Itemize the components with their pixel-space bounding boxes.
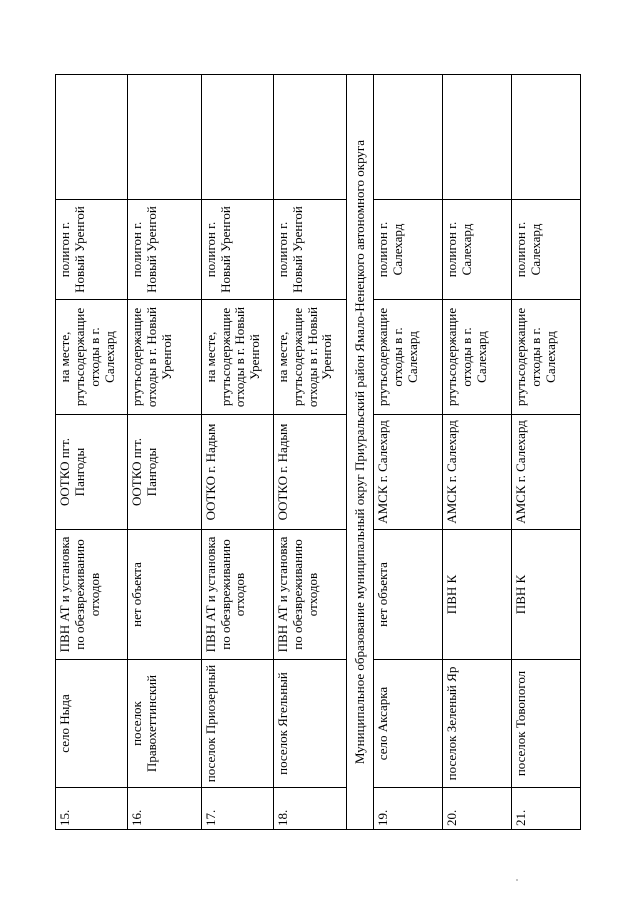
row-number: 16. bbox=[128, 788, 201, 830]
note-cell bbox=[128, 75, 201, 200]
waste-facilities-table bbox=[55, 74, 581, 830]
facility-cell: ПВН АТ и установка по обезвреживанию отходов bbox=[201, 530, 273, 660]
table-row bbox=[201, 75, 273, 830]
landfill-cell: полигон г. Новый Уренгой bbox=[273, 200, 346, 300]
note-cell bbox=[201, 75, 273, 200]
landfill-cell: полигон г. Салехард bbox=[442, 200, 511, 300]
facility-cell: нет объекта bbox=[128, 530, 201, 660]
mercury-waste-cell: на месте, ртутьсодержащие отходы в г. Новый Уренгой bbox=[273, 300, 346, 415]
landfill-cell: полигон г. Новый Уренгой bbox=[128, 200, 201, 300]
settlement-cell: село Ныда bbox=[56, 660, 128, 788]
settlement-cell: поселок Товопогол bbox=[511, 660, 580, 788]
scan-speck bbox=[516, 879, 518, 881]
row-number: 19. bbox=[373, 788, 442, 830]
table-row bbox=[56, 75, 128, 830]
operator-cell: ООТКО пгт. Пангоды bbox=[128, 415, 201, 530]
note-cell bbox=[442, 75, 511, 200]
facility-cell: ПВН К bbox=[442, 530, 511, 660]
mercury-waste-cell: ртутьсодержащие отходы в г. Салехард bbox=[511, 300, 580, 415]
table-row bbox=[442, 75, 511, 830]
row-number: 20. bbox=[442, 788, 511, 830]
table-row bbox=[128, 75, 201, 830]
table-row bbox=[511, 75, 580, 830]
operator-cell: ООТКО г. Надым bbox=[273, 415, 346, 530]
operator-cell: ООТКО пгт. Пангоды bbox=[56, 415, 128, 530]
note-cell bbox=[273, 75, 346, 200]
landfill-cell: полигон г. Салехард bbox=[373, 200, 442, 300]
table-row bbox=[273, 75, 346, 830]
operator-cell: АМСК г. Салехард bbox=[511, 415, 580, 530]
table-row bbox=[373, 75, 442, 830]
settlement-cell: село Аксарка bbox=[373, 660, 442, 788]
mercury-waste-cell: ртутьсодержащие отходы в г. Новый Уренгой bbox=[128, 300, 201, 415]
facility-cell: ПВН АТ и установка по обезвреживанию отходов bbox=[273, 530, 346, 660]
facility-cell: ПВН АТ и установка по обезвреживанию отходов bbox=[56, 530, 128, 660]
note-cell bbox=[373, 75, 442, 200]
settlement-cell: поселок Приозерный bbox=[201, 660, 273, 788]
operator-cell: АМСК г. Салехард bbox=[373, 415, 442, 530]
settlement-cell: поселок Ягельный bbox=[273, 660, 346, 788]
row-number: 15. bbox=[56, 788, 128, 830]
row-number: 17. bbox=[201, 788, 273, 830]
facility-cell: нет объекта bbox=[373, 530, 442, 660]
landfill-cell: полигон г. Новый Уренгой bbox=[56, 200, 128, 300]
mercury-waste-cell: на месте, ртутьсодержащие отходы в г. Новый Уренгой bbox=[201, 300, 273, 415]
settlement-cell: поселок Зеленый Яр bbox=[442, 660, 511, 788]
row-number: 21. bbox=[511, 788, 580, 830]
landfill-cell: полигон г. Новый Уренгой bbox=[201, 200, 273, 300]
mercury-waste-cell: ртутьсодержащие отходы в г. Салехард bbox=[373, 300, 442, 415]
section-title: Муниципальное образование муниципальный округ Приуральский район Ямало-Ненецкого автономного округа bbox=[347, 75, 374, 830]
mercury-waste-cell: на месте, ртутьсодержащие отходы в г. Салехард bbox=[56, 300, 128, 415]
note-cell bbox=[56, 75, 128, 200]
note-cell bbox=[511, 75, 580, 200]
rotated-table-container bbox=[55, 75, 581, 830]
row-number: 18. bbox=[273, 788, 346, 830]
facility-cell: ПВН К bbox=[511, 530, 580, 660]
operator-cell: АМСК г. Салехард bbox=[442, 415, 511, 530]
operator-cell: ООТКО г. Надым bbox=[201, 415, 273, 530]
section-row bbox=[347, 75, 374, 830]
settlement-cell: поселок Правохеттинский bbox=[128, 660, 201, 788]
mercury-waste-cell: ртутьсодержащие отходы в г. Салехард bbox=[442, 300, 511, 415]
landfill-cell: полигон г. Салехард bbox=[511, 200, 580, 300]
